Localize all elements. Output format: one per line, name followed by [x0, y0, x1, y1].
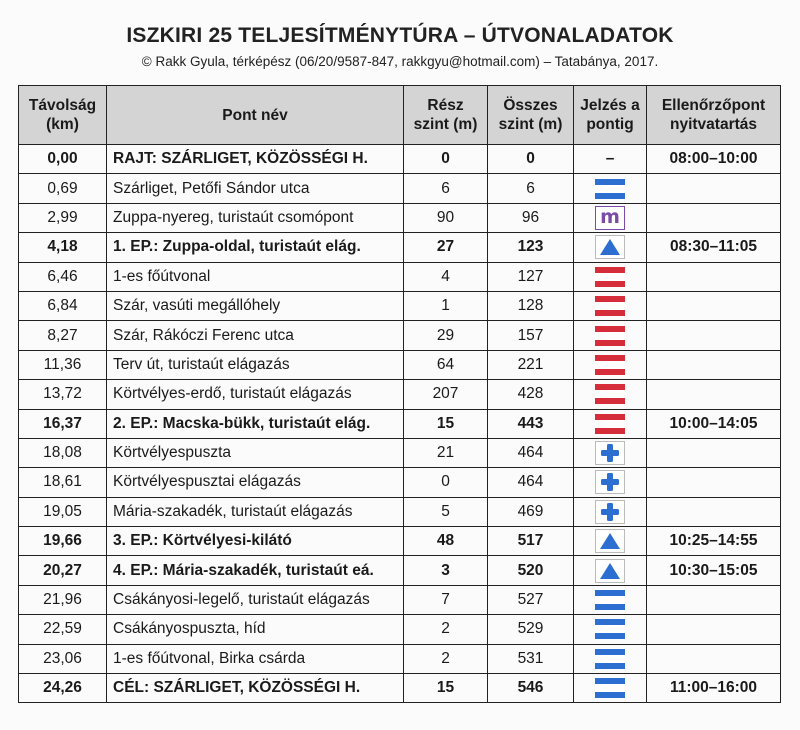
- marking-cell: [574, 145, 647, 174]
- checkpoint-hours-cell: [647, 262, 781, 291]
- checkpoint-hours-cell: 08:30–11:05: [647, 233, 781, 262]
- blue-stripe-marking-icon: [595, 678, 625, 698]
- checkpoint-hours-cell: [647, 644, 781, 673]
- point-name-cell: CÉL: SZÁRLIGET, KÖZÖSSÉGI H.: [107, 674, 404, 703]
- total-elevation-cell: 157: [488, 321, 574, 350]
- point-name-cell: Körtvélyespuszta: [107, 438, 404, 467]
- header-point-name: Pont név: [107, 86, 404, 145]
- part-elevation-cell: 4: [404, 262, 488, 291]
- blue-stripe-marking-icon: [595, 590, 625, 610]
- table-header-row: [19, 86, 781, 145]
- header-checkpoint-hours: Ellenőrzőpont nyitvatartás: [647, 86, 781, 145]
- total-elevation-cell: 123: [488, 233, 574, 262]
- part-elevation-cell: 2: [404, 615, 488, 644]
- marking-cell: [574, 438, 647, 467]
- checkpoint-hours-cell: 10:25–14:55: [647, 527, 781, 556]
- distance-cell: 6,84: [19, 291, 107, 320]
- blue-cross-marking-icon: [595, 470, 625, 494]
- blue-cross-marking-icon: [595, 441, 625, 465]
- header-marking: Jelzés a pontig: [574, 86, 647, 145]
- blue-stripe-marking-icon: [595, 619, 625, 639]
- total-elevation-cell: 96: [488, 203, 574, 232]
- distance-cell: 0,00: [19, 145, 107, 174]
- marking-cell: [574, 556, 647, 585]
- part-elevation-cell: 3: [404, 556, 488, 585]
- total-elevation-cell: 128: [488, 291, 574, 320]
- total-elevation-cell: 6: [488, 174, 574, 203]
- table-row: [19, 262, 781, 291]
- part-elevation-cell: 7: [404, 585, 488, 614]
- header-part-elevation: Rész szint (m): [404, 86, 488, 145]
- marking-cell: [574, 203, 647, 232]
- total-elevation-cell: 221: [488, 350, 574, 379]
- marking-cell: [574, 615, 647, 644]
- no-marking-dash: –: [605, 150, 615, 168]
- point-name-cell: 4. EP.: Mária-szakadék, turistaút eá.: [107, 556, 404, 585]
- total-elevation-cell: 517: [488, 527, 574, 556]
- distance-cell: 18,61: [19, 468, 107, 497]
- blue-triangle-marking-icon: [595, 559, 625, 583]
- marking-cell: [574, 350, 647, 379]
- point-name-cell: Mária-szakadék, turistaút elágazás: [107, 497, 404, 526]
- part-elevation-cell: 1: [404, 291, 488, 320]
- part-elevation-cell: 0: [404, 468, 488, 497]
- distance-cell: 22,59: [19, 615, 107, 644]
- total-elevation-cell: 531: [488, 644, 574, 673]
- table-row: [19, 321, 781, 350]
- checkpoint-hours-cell: [647, 585, 781, 614]
- distance-cell: 0,69: [19, 174, 107, 203]
- marking-cell: [574, 291, 647, 320]
- marking-cell: [574, 380, 647, 409]
- purple-m-letter: m: [600, 205, 620, 228]
- point-name-cell: Körtvélyespusztai elágazás: [107, 468, 404, 497]
- total-elevation-cell: 469: [488, 497, 574, 526]
- table-row: [19, 233, 781, 262]
- checkpoint-hours-cell: [647, 350, 781, 379]
- table-row: [19, 291, 781, 320]
- total-elevation-cell: 529: [488, 615, 574, 644]
- marking-cell: [574, 409, 647, 438]
- blue-triangle-marking-icon: [595, 235, 625, 259]
- part-elevation-cell: 64: [404, 350, 488, 379]
- header-total-elevation: Összes szint (m): [488, 86, 574, 145]
- checkpoint-hours-cell: [647, 497, 781, 526]
- point-name-cell: 1-es főútvonal: [107, 262, 404, 291]
- distance-cell: 19,05: [19, 497, 107, 526]
- marking-cell: [574, 497, 647, 526]
- checkpoint-hours-cell: [647, 174, 781, 203]
- point-name-cell: 1. EP.: Zuppa-oldal, turistaút elág.: [107, 233, 404, 262]
- point-name-cell: Szár, Rákóczi Ferenc utca: [107, 321, 404, 350]
- checkpoint-hours-cell: [647, 380, 781, 409]
- checkpoint-hours-cell: [647, 291, 781, 320]
- table-row: [19, 174, 781, 203]
- part-elevation-cell: 48: [404, 527, 488, 556]
- table-row: [19, 145, 781, 174]
- table-row: [19, 438, 781, 467]
- point-name-cell: Szárliget, Petőfi Sándor utca: [107, 174, 404, 203]
- checkpoint-hours-cell: [647, 438, 781, 467]
- header-distance: Távolság (km): [19, 86, 107, 145]
- part-elevation-cell: 29: [404, 321, 488, 350]
- table-row: [19, 468, 781, 497]
- blue-triangle-marking-icon: [595, 529, 625, 553]
- part-elevation-cell: 90: [404, 203, 488, 232]
- table-body: [19, 145, 781, 703]
- table-row: [19, 556, 781, 585]
- checkpoint-hours-cell: [647, 468, 781, 497]
- table-row: [19, 350, 781, 379]
- red-stripe-marking-icon: [595, 384, 625, 404]
- point-name-cell: 2. EP.: Macska-bükk, turistaút elág.: [107, 409, 404, 438]
- point-name-cell: Terv út, turistaút elágazás: [107, 350, 404, 379]
- part-elevation-cell: 27: [404, 233, 488, 262]
- checkpoint-hours-cell: 10:00–14:05: [647, 409, 781, 438]
- point-name-cell: Csákányosi-legelő, turistaút elágazás: [107, 585, 404, 614]
- part-elevation-cell: 15: [404, 674, 488, 703]
- total-elevation-cell: 127: [488, 262, 574, 291]
- blue-stripe-marking-icon: [595, 649, 625, 669]
- red-stripe-marking-icon: [595, 267, 625, 287]
- distance-cell: 20,27: [19, 556, 107, 585]
- marking-cell: [574, 644, 647, 673]
- total-elevation-cell: 546: [488, 674, 574, 703]
- part-elevation-cell: 207: [404, 380, 488, 409]
- checkpoint-hours-cell: [647, 321, 781, 350]
- total-elevation-cell: 464: [488, 468, 574, 497]
- part-elevation-cell: 6: [404, 174, 488, 203]
- distance-cell: 23,06: [19, 644, 107, 673]
- total-elevation-cell: 527: [488, 585, 574, 614]
- table-row: [19, 585, 781, 614]
- distance-cell: 4,18: [19, 233, 107, 262]
- distance-cell: 6,46: [19, 262, 107, 291]
- total-elevation-cell: 428: [488, 380, 574, 409]
- red-stripe-marking-icon: [595, 355, 625, 375]
- point-name-cell: 3. EP.: Körtvélyesi-kilátó: [107, 527, 404, 556]
- table-row: [19, 644, 781, 673]
- point-name-cell: Csákányospuszta, híd: [107, 615, 404, 644]
- table-row: [19, 527, 781, 556]
- table-row: [19, 409, 781, 438]
- distance-cell: 24,26: [19, 674, 107, 703]
- marking-cell: [574, 262, 647, 291]
- point-name-cell: RAJT: SZÁRLIGET, KÖZÖSSÉGI H.: [107, 145, 404, 174]
- part-elevation-cell: 21: [404, 438, 488, 467]
- marking-cell: [574, 585, 647, 614]
- part-elevation-cell: 5: [404, 497, 488, 526]
- table-row: [19, 674, 781, 703]
- part-elevation-cell: 15: [404, 409, 488, 438]
- table-row: [19, 203, 781, 232]
- red-stripe-marking-icon: [595, 326, 625, 346]
- distance-cell: 8,27: [19, 321, 107, 350]
- point-name-cell: Zuppa-nyereg, turistaút csomópont: [107, 203, 404, 232]
- part-elevation-cell: 2: [404, 644, 488, 673]
- marking-cell: [574, 233, 647, 262]
- blue-stripe-marking-icon: [595, 179, 625, 199]
- purple-m-marking-icon: [595, 206, 625, 230]
- checkpoint-hours-cell: 10:30–15:05: [647, 556, 781, 585]
- distance-cell: 19,66: [19, 527, 107, 556]
- total-elevation-cell: 464: [488, 438, 574, 467]
- page-subtitle: © Rakk Gyula, térképész (06/20/9587-847, rakkgyu@hotmail.com) – Tatabánya, 2017.: [141, 54, 659, 69]
- marking-cell: [574, 674, 647, 703]
- distance-cell: 13,72: [19, 380, 107, 409]
- red-stripe-marking-icon: [595, 414, 625, 434]
- table-row: [19, 615, 781, 644]
- blue-cross-marking-icon: [595, 500, 625, 524]
- distance-cell: 18,08: [19, 438, 107, 467]
- marking-cell: [574, 321, 647, 350]
- table-row: [19, 380, 781, 409]
- page-title: ISZKIRI 25 TELJESÍTMÉNYTÚRA – ÚTVONALADATOK: [126, 24, 674, 47]
- checkpoint-hours-cell: 11:00–16:00: [647, 674, 781, 703]
- checkpoint-hours-cell: 08:00–10:00: [647, 145, 781, 174]
- route-table: [18, 85, 781, 703]
- part-elevation-cell: 0: [404, 145, 488, 174]
- total-elevation-cell: 443: [488, 409, 574, 438]
- distance-cell: 21,96: [19, 585, 107, 614]
- marking-cell: [574, 174, 647, 203]
- point-name-cell: Szár, vasúti megállóhely: [107, 291, 404, 320]
- checkpoint-hours-cell: [647, 203, 781, 232]
- distance-cell: 2,99: [19, 203, 107, 232]
- total-elevation-cell: 520: [488, 556, 574, 585]
- marking-cell: [574, 468, 647, 497]
- distance-cell: 16,37: [19, 409, 107, 438]
- total-elevation-cell: 0: [488, 145, 574, 174]
- table-row: [19, 497, 781, 526]
- marking-cell: [574, 527, 647, 556]
- red-stripe-marking-icon: [595, 296, 625, 316]
- checkpoint-hours-cell: [647, 615, 781, 644]
- distance-cell: 11,36: [19, 350, 107, 379]
- point-name-cell: Körtvélyes-erdő, turistaút elágazás: [107, 380, 404, 409]
- point-name-cell: 1-es főútvonal, Birka csárda: [107, 644, 404, 673]
